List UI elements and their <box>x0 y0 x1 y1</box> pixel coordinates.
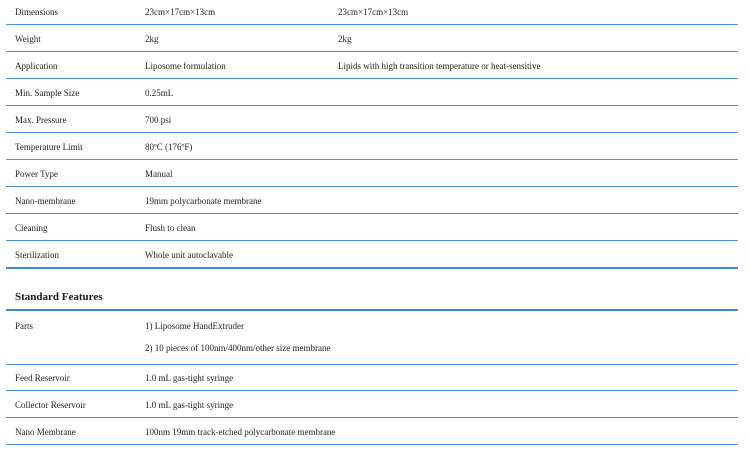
spec-value-secondary: 23cm×17cm×13cm <box>338 7 409 17</box>
spec-label: Cleaning <box>15 223 48 233</box>
row-divider <box>6 213 738 214</box>
row-divider <box>6 390 738 391</box>
row-divider <box>6 24 738 25</box>
feature-label: Parts <box>15 321 33 331</box>
spec-value: Flush to clean <box>145 223 196 233</box>
spec-value: 80ºC (176ºF) <box>145 142 193 152</box>
spec-label: Temperature Limit <box>15 142 83 152</box>
row-divider <box>6 417 738 418</box>
spec-value: Manual <box>145 169 173 179</box>
spec-label: Power Type <box>15 169 58 179</box>
section-divider <box>6 309 738 311</box>
spec-value: 0.25mL <box>145 88 174 98</box>
feature-label: Nano Membrane <box>15 427 76 437</box>
section-title-standard-features: Standard Features <box>15 291 103 303</box>
row-divider <box>6 240 738 241</box>
spec-value: 19mm polycarbonate membrane <box>145 196 262 206</box>
feature-label: Feed Reservoir <box>15 373 70 383</box>
spec-label: Max. Pressure <box>15 115 67 125</box>
spec-value: Whole unit autoclavable <box>145 250 233 260</box>
spec-value-secondary: Lipids with high transition temperature or heat-sensitive <box>338 61 541 71</box>
spec-value: 23cm×17cm×13cm <box>145 7 216 17</box>
spec-value: 700 psi <box>145 115 172 125</box>
row-divider <box>6 159 738 160</box>
spec-value: 2kg <box>145 34 159 44</box>
row-divider <box>6 364 738 365</box>
feature-label: Collector Reservoir <box>15 400 86 410</box>
row-divider <box>6 51 738 52</box>
row-divider <box>6 186 738 187</box>
row-divider <box>6 132 738 133</box>
row-divider <box>6 444 738 445</box>
feature-value: 100nm 19mm track-etched polycarbonate membrane <box>145 427 336 437</box>
feature-value: 1.0 mL gas-tight syringe <box>145 400 234 410</box>
table-bottom-divider <box>6 267 738 269</box>
row-divider <box>6 78 738 79</box>
feature-value: 1) Liposome HandExtruder <box>145 321 244 331</box>
feature-value: 2) 10 pieces of 100nm/400nm/other size membrane <box>145 343 331 353</box>
spec-label: Dimensions <box>15 7 59 17</box>
spec-label: Sterilization <box>15 250 59 260</box>
row-divider <box>6 105 738 106</box>
spec-label: Application <box>15 61 58 71</box>
spec-label: Min. Sample Size <box>15 88 80 98</box>
spec-value: Liposome formulation <box>145 61 226 71</box>
spec-value-secondary: 2kg <box>338 34 352 44</box>
spec-label: Nano-membrane <box>15 196 76 206</box>
feature-value: 1.0 mL gas-tight syringe <box>145 373 234 383</box>
spec-label: Weight <box>15 34 41 44</box>
